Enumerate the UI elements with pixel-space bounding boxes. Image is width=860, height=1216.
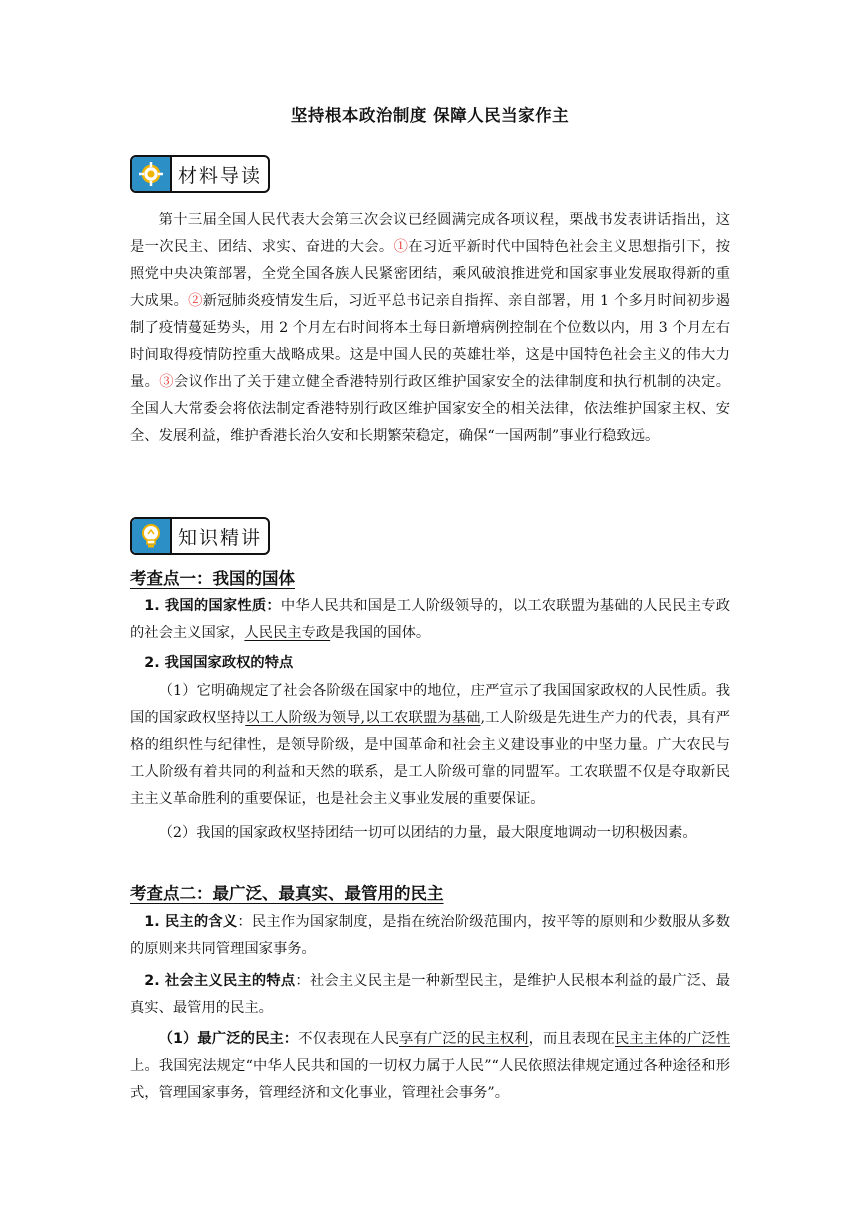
material-text-4: 会议作出了关于建立健全香港特别行政区维护国家安全的法律制度和执行机制的决定。全国人大常委会将依法制定香港特别行政区维护国家安全的相关法律，依法维护国家主权、安全、发展利益，维护香港长治久安和长期繁荣稳定，确保“一国两制”事业行稳致远。 xyxy=(130,374,731,444)
section2-sub1-underline-2: 民主主体的广泛性 xyxy=(614,1031,731,1047)
section1-sub1-text-b: ,工人阶级是先进生产力的代表，具有严格的组织性与纪律性，是领导阶级，是中国革命和社会主义建设事业的中坚力量。广大农民与工人阶级有着共同的利益和天然的联系，是工人阶级可靠的同盟军。工农联盟不仅是夺取新民主主义革命胜利的重要保证，也是社会主义事业发展的重要保证。 xyxy=(130,710,731,807)
knowledge-banner-label: 知识精讲 xyxy=(177,526,262,549)
material-banner xyxy=(130,155,270,193)
section2-item2-label: 2. 社会主义民主的特点 xyxy=(144,973,296,989)
section1-sub1-underline: 以工人阶级为领导,以工农联盟为基础 xyxy=(245,710,481,726)
section2-item2-text: ：社会主义民主是一种新型民主，是维护人民根本利益的最广泛、最真实、最管用的民主。 xyxy=(130,973,731,1016)
material-text-3: 新冠肺炎疫情发生后，习近平总书记亲自指挥、亲自部署，用 1 个多月时间初步遏制了疫情蔓延势头，用 2 个月左右时间将本土每日新增病例控制在个位数以内，用 3 个月左右时间取得疫情防控重大战略成果。这是中国人民的英雄壮举，这是中国特色社会主义的伟大力量。 xyxy=(130,293,731,390)
section2-item1 xyxy=(130,909,730,963)
section2-item1-text: ：民主作为国家制度，是指在统治阶级范围内，按平等的原则和少数服从多数的原则来共同管理国家事务。 xyxy=(130,914,731,957)
section1-item1-label: 1. 我国的国家性质： xyxy=(144,598,281,614)
section1-item1-text-a: 中华人民共和国是工人阶级领导的，以工农联盟为基础的人民民主专政的社会主义国家， xyxy=(130,598,731,641)
marker-3: ③ xyxy=(159,374,174,390)
material-text-1: 第十三届全国人民代表大会第三次会议已经圆满完成各项议程，栗战书发表讲话指出，这是一次民主、团结、求实、奋进的大会。 xyxy=(130,212,730,255)
section1-sub2-text: （2）我国的国家政权坚持团结一切可以团结的力量，最大限度地调动一切积极因素。 xyxy=(158,825,697,841)
knowledge-banner xyxy=(130,517,270,555)
section1-item2 xyxy=(130,650,730,677)
material-banner-label: 材料导读 xyxy=(177,164,262,187)
section1-item1 xyxy=(130,593,730,647)
material-paragraph xyxy=(130,207,730,450)
marker-1: ① xyxy=(393,239,409,255)
section2-sub1-underline-1: 享有广泛的民主权利 xyxy=(399,1031,529,1047)
section1-item1-underline: 人民民主专政 xyxy=(244,625,331,641)
section1-item2-label: 2. 我国国家政权的特点 xyxy=(144,655,294,671)
marker-2: ② xyxy=(188,293,203,309)
section2-item2 xyxy=(130,968,730,1022)
section1-heading: 考查点一：我国的国体 xyxy=(130,569,295,588)
material-text-2: 在习近平新时代中国特色社会主义思想指引下，按照党中央决策部署，全党全国各族人民紧密团结，乘风破浪推进党和国家事业发展取得新的重大成果。 xyxy=(130,239,731,309)
lightbulb-icon xyxy=(132,519,172,553)
section2-sub1-label: （1）最广泛的民主： xyxy=(158,1031,299,1047)
section1-sub2 xyxy=(130,820,730,847)
section1-sub1-text-a: （1）它明确规定了社会各阶级在国家中的地位，庄严宣示了我国国家政权的人民性质。我国的国家政权坚持 xyxy=(130,683,730,726)
section2-sub1-text-b: ，而且表现在 xyxy=(528,1031,615,1047)
section1-sub1 xyxy=(130,678,730,813)
target-icon xyxy=(132,157,172,191)
section2-sub1-text-c: 上。我国宪法规定“中华人民共和国的一切权力属于人民”“人民依照法律规定通过各种途径和形式，管理国家事务，管理经济和文化事业，管理社会事务”。 xyxy=(130,1058,730,1101)
section1-item1-text-b: 是我国的国体。 xyxy=(330,625,431,641)
section2-item1-label: 1. 民主的含义 xyxy=(144,914,238,930)
page-title: 坚持根本政治制度 保障人民当家作主 xyxy=(290,106,570,125)
section2-sub1 xyxy=(130,1026,730,1107)
section2-sub1-text-a: 不仅表现在人民 xyxy=(298,1031,399,1047)
section2-heading: 考查点二：最广泛、最真实、最管用的民主 xyxy=(130,884,444,903)
